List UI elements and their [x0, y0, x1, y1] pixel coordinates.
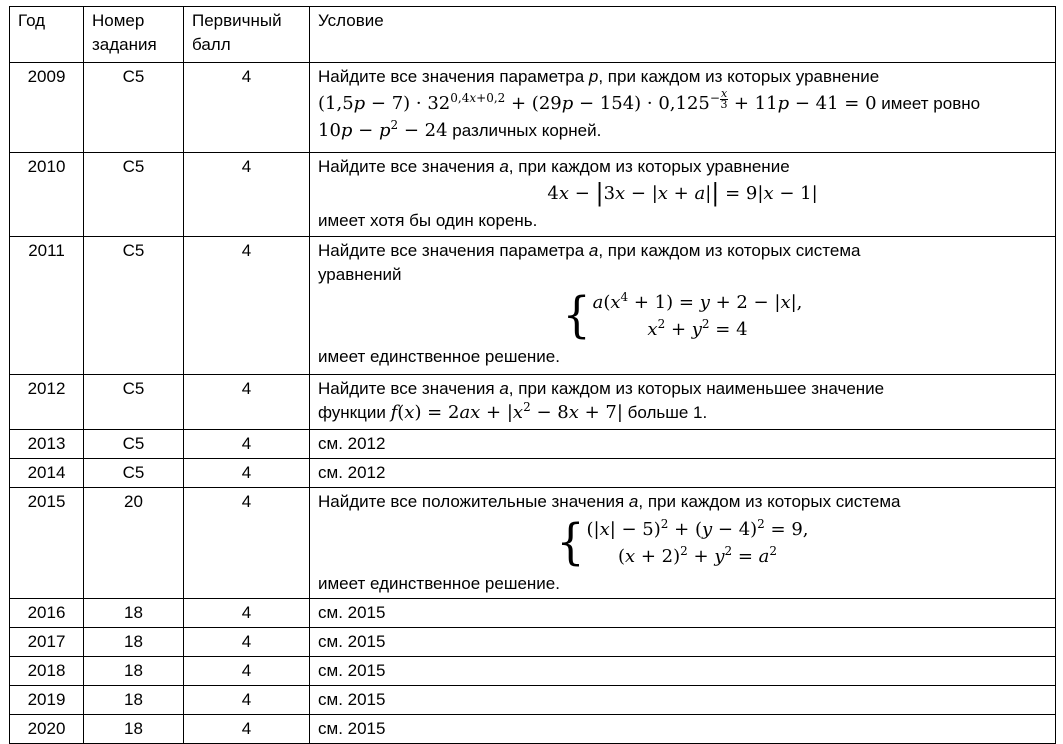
condition-text: Найдите все значения параметра	[318, 67, 589, 86]
cell-condition	[310, 375, 1056, 430]
cell-condition-ref: см. 2015	[310, 686, 1056, 715]
header-year: Год	[10, 7, 84, 63]
table-row	[10, 628, 1056, 657]
header-condition: Условие	[310, 7, 1056, 63]
cell-year: 2019	[10, 686, 84, 715]
cell-year: 2020	[10, 715, 84, 744]
cell-task: 20	[84, 488, 184, 599]
condition-text: больше 1.	[622, 403, 708, 422]
condition-text: имеет ровно	[876, 94, 981, 113]
cell-task: С5	[84, 63, 184, 153]
condition-text: имеет хотя бы один корень.	[318, 211, 538, 230]
condition-text: , при каждом из которых наименьшее значение	[508, 379, 885, 398]
condition-param: a	[628, 492, 639, 511]
cell-score: 4	[184, 430, 310, 459]
table-row	[10, 237, 1056, 375]
condition-text: , при каждом из которых система	[598, 241, 861, 260]
equation-line: $(1,5p - 7) \cdot 32^{0,4x+0,2} + (29p - 154) \cdot 0,125^{- \frac{x}{3}}$ + 11p − 41 = 0 имеет ровно	[318, 87, 981, 114]
table-row	[10, 488, 1056, 599]
cell-task: С5	[84, 153, 184, 237]
header-task-number	[84, 7, 184, 63]
cell-score: 4	[184, 237, 310, 375]
table-row	[10, 686, 1056, 715]
cell-year: 2013	[10, 430, 84, 459]
header-score-line1: Первичный	[192, 11, 282, 30]
condition-text: имеет единственное решение.	[318, 574, 560, 593]
table-row	[10, 430, 1056, 459]
cell-year: 2012	[10, 375, 84, 430]
cell-year: 2011	[10, 237, 84, 375]
cell-score: 4	[184, 153, 310, 237]
cell-year: 2014	[10, 459, 84, 488]
cell-score: 4	[184, 459, 310, 488]
table-row	[10, 715, 1056, 744]
cell-condition-ref: см. 2012	[310, 459, 1056, 488]
header-task-line2: задания	[92, 35, 157, 54]
cell-year: 2016	[10, 599, 84, 628]
cell-score: 4	[184, 488, 310, 599]
condition-text: Найдите все значения параметра	[318, 241, 589, 260]
header-primary-score	[184, 7, 310, 63]
condition-text: Найдите все положительные значения	[318, 492, 629, 511]
condition-text: Найдите все значения	[318, 379, 500, 398]
condition-param: p	[588, 67, 599, 86]
condition-text: , при каждом из которых уравнение	[598, 67, 880, 86]
cell-year: 2015	[10, 488, 84, 599]
condition-text: различных корней.	[447, 121, 602, 140]
table-row	[10, 153, 1056, 237]
cell-score: 4	[184, 628, 310, 657]
equation-system: { $a(x^4 + 1) = y + 2 - |x|$, $x^2 + y^2 = 4$	[562, 287, 803, 344]
cell-year: 2009	[10, 63, 84, 153]
table-row	[10, 459, 1056, 488]
table-row	[10, 657, 1056, 686]
cell-score: 4	[184, 715, 310, 744]
header-task-line1: Номер	[92, 11, 145, 30]
equation-system: { $(|x| - 5)^2 + (y - 4)^2 = 9$, $(x + 2)^2 + y^2 = a^2$	[556, 514, 809, 571]
ege-task-table	[9, 6, 1056, 744]
condition-param: a	[499, 157, 509, 176]
equation-line: 4x − |3x − |x + a|| = 9|x − 1|	[547, 179, 818, 207]
cell-score: 4	[184, 375, 310, 430]
condition-text: Найдите все значения	[318, 157, 500, 176]
cell-condition-ref: см. 2015	[310, 715, 1056, 744]
cell-task: 18	[84, 599, 184, 628]
cell-task: 18	[84, 628, 184, 657]
cell-condition	[310, 488, 1056, 599]
condition-text: , при каждом из которых система	[638, 492, 901, 511]
cell-task: С5	[84, 375, 184, 430]
cell-task: С5	[84, 459, 184, 488]
condition-param: a	[499, 379, 509, 398]
cell-year: 2017	[10, 628, 84, 657]
cell-condition	[310, 153, 1056, 237]
table-row	[10, 375, 1056, 430]
equation-line: $10p - p^2 - 24$ различных корней.	[318, 118, 602, 141]
function-formula: $f(x) = 2ax + |x^2 - 8x + 7|$	[390, 400, 623, 423]
table-row	[10, 599, 1056, 628]
cell-condition-ref: см. 2015	[310, 599, 1056, 628]
cell-task: 18	[84, 686, 184, 715]
cell-year: 2010	[10, 153, 84, 237]
cell-task: 18	[84, 657, 184, 686]
cell-task: 18	[84, 715, 184, 744]
header-score-line2: балл	[192, 35, 231, 54]
cell-score: 4	[184, 599, 310, 628]
table-header-row	[10, 7, 1056, 63]
cell-condition-ref: см. 2015	[310, 657, 1056, 686]
condition-text: уравнений	[318, 265, 402, 284]
condition-text: , при каждом из которых уравнение	[508, 157, 790, 176]
condition-param: a	[588, 241, 599, 260]
condition-text: функции	[318, 403, 391, 422]
cell-task: С5	[84, 237, 184, 375]
cell-condition-ref: см. 2012	[310, 430, 1056, 459]
cell-score: 4	[184, 657, 310, 686]
condition-text: имеет единственное решение.	[318, 347, 560, 366]
cell-condition	[310, 63, 1056, 153]
cell-condition	[310, 237, 1056, 375]
cell-condition-ref: см. 2015	[310, 628, 1056, 657]
cell-score: 4	[184, 63, 310, 153]
table-row	[10, 63, 1056, 153]
cell-task: С5	[84, 430, 184, 459]
cell-score: 4	[184, 686, 310, 715]
cell-year: 2018	[10, 657, 84, 686]
